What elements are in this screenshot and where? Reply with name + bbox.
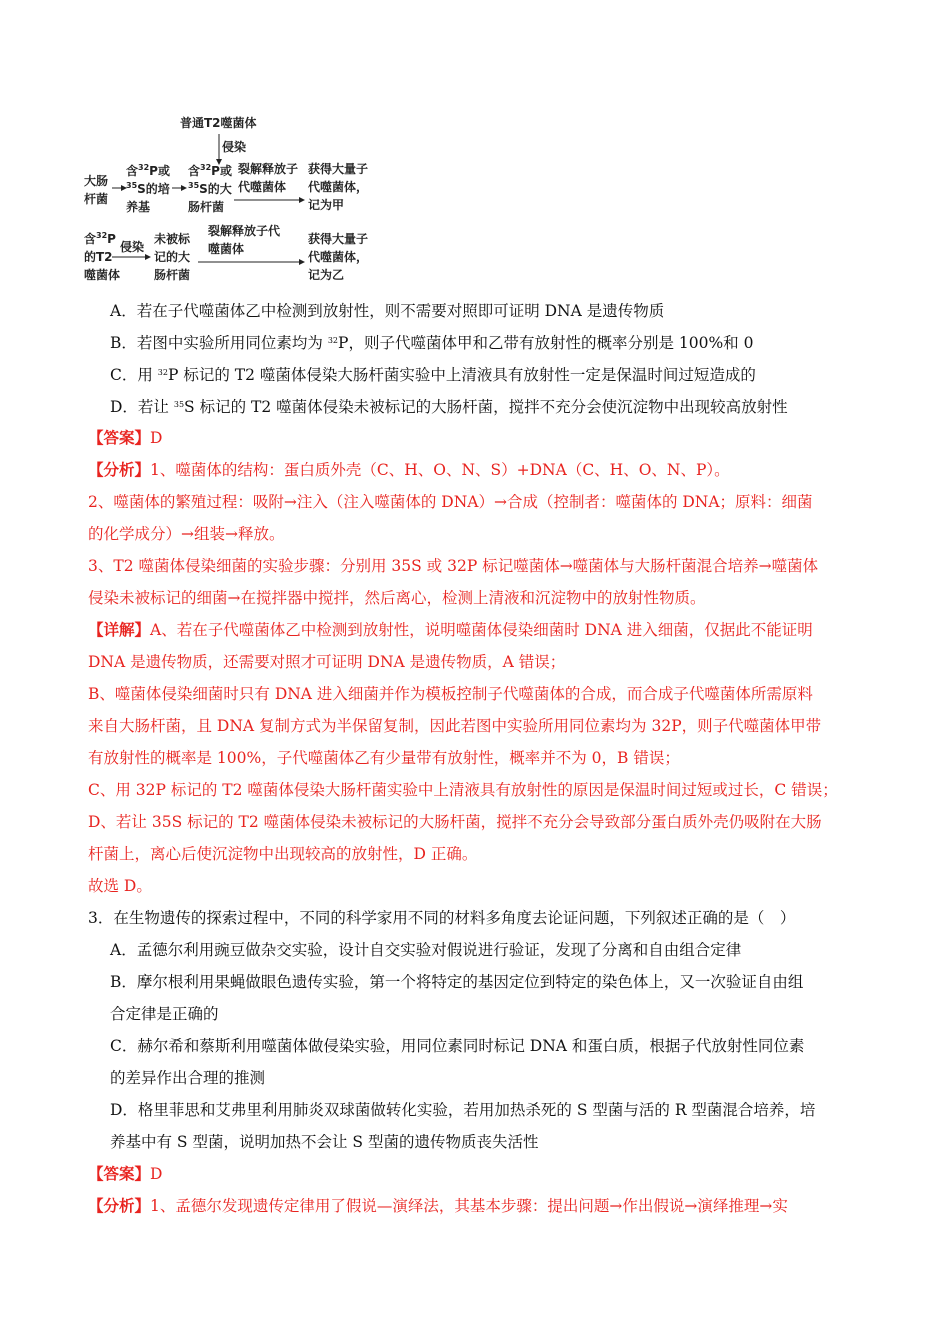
diagram-infect-label: 侵染 <box>222 140 247 154</box>
q3-stem: 3．在生物遗传的探索过程中，不同的科学家用不同的材料多角度去论证问题，下列叙述正确的是（ ） <box>88 909 796 927</box>
q3-option-c-line1: C．赫尔希和蔡斯利用噬菌体做侵染实验，用同位素同时标记 DNA 和蛋白质，根据子代放射性同位素 <box>110 1037 805 1055</box>
diagram-medium-line2: S的培 <box>137 182 170 196</box>
q3-analysis <box>88 1195 788 1217</box>
sup: 35 <box>173 400 185 409</box>
q2-option-b <box>110 332 753 354</box>
q3-answer <box>88 1163 162 1185</box>
analysis-tag: 【分析】 <box>88 1196 151 1215</box>
diagram-lyse-1 <box>238 160 298 196</box>
diagram-phage-line2: 的T2 <box>84 250 113 264</box>
diagram-labeled-han: 含 <box>188 164 201 178</box>
diagram-labeled-line2: S的大 <box>199 182 232 196</box>
answer-tag: 【答案】 <box>88 428 151 447</box>
diagram-labeled-phage <box>84 230 120 284</box>
diagram-yi-line3: 记为乙 <box>308 268 345 282</box>
q2-optd-post: S 标记的 T2 噬菌体侵染未被标记的大肠杆菌，搅拌不充分会使沉淀物中出现较高放射性 <box>184 398 788 416</box>
diagram-lyse2-line2: 噬菌体 <box>208 242 245 256</box>
q3-option-b-line2: 合定律是正确的 <box>110 1005 219 1023</box>
q2-answer <box>88 427 162 449</box>
diagram-labeled-line3: 肠杆菌 <box>188 200 225 214</box>
detail-line: DNA 是遗传物质，还需要对照才可证明 DNA 是遗传物质，A 错误； <box>88 653 566 671</box>
q3-option-d-line2: 养基中有 S 型菌，说明加热不会让 S 型菌的遗传物质丧失活性 <box>110 1133 539 1151</box>
diagram-jia-line1: 获得大量子 <box>308 162 369 176</box>
diagram-result-yi <box>308 230 368 284</box>
diagram-medium-han: 含 <box>126 164 139 178</box>
analysis-line: 2、噬菌体的繁殖过程：吸附→注入（注入噬菌体的 DNA）→合成（控制者：噬菌体的 DNA；原料：细菌 <box>88 493 813 511</box>
q2-analysis-1 <box>88 459 730 481</box>
diagram-labeled-ecoli <box>188 162 232 216</box>
q3-option-c-line2: 的差异作出合理的推测 <box>110 1069 266 1087</box>
diagram-unlabeled-line1: 未被标 <box>154 232 191 246</box>
detail-line: 来自大肠杆菌，且 DNA 复制方式为半保留复制，因此若图中实验所用同位素均为 32P，则子代噬菌体甲带 <box>88 717 822 735</box>
q2-detail-1 <box>88 619 813 641</box>
sup: 32 <box>200 163 212 172</box>
diagram-lyse1-line2: 代噬菌体 <box>238 180 287 194</box>
sup: 32 <box>96 231 108 240</box>
q3-option-a: A．孟德尔利用豌豆做杂交实验，设计自交实验对假说进行验证，发现了分离和自由组合定律 <box>110 941 742 959</box>
diagram-lyse1-line1: 裂解释放子 <box>238 162 299 176</box>
analysis-tag: 【分析】 <box>88 460 151 479</box>
q2-option-d <box>110 396 788 418</box>
diagram-unlabeled-ecoli <box>154 230 190 284</box>
detail-line: B、噬菌体侵染细菌时只有 DNA 进入细菌并作为模板控制子代噬菌体的合成，而合成子代噬菌体所需原料 <box>88 685 813 703</box>
sup: 32 <box>327 336 339 345</box>
analysis-line: 3、T2 噬菌体侵染细菌的实验步骤：分别用 35S 或 32P 标记噬菌体→噬菌体与大肠杆菌混合培养→噬菌体 <box>88 557 819 575</box>
q3-option-b-line1: B．摩尔根利用果蝇做眼色遗传实验，第一个将特定的基因定位到特定的染色体上，又一次验证自由组 <box>110 973 804 991</box>
answer-tag: 【答案】 <box>88 1164 151 1183</box>
detail-line: 有放射性的概率是 100%，子代噬菌体乙有少量带有放射性，概率并不为 0，B 错误； <box>88 749 680 767</box>
answer-value: D <box>150 1165 163 1183</box>
diagram-infect-2: 侵染 <box>120 240 145 254</box>
q3-option-d-line1: D．格里菲思和艾弗里利用肺炎双球菌做转化实验，若用加热杀死的 S 型菌与活的 R 型菌混合培养，培 <box>110 1101 816 1119</box>
detail-line: 故选 D。 <box>88 877 152 895</box>
q2-option-a: A．若在子代噬菌体乙中检测到放射性，则不需要对照即可证明 DNA 是遗传物质 <box>110 302 665 320</box>
sup: 32 <box>157 368 168 377</box>
sup: 32 <box>138 163 150 172</box>
analysis-line: 1、噬菌体的结构：蛋白质外壳（C、H、O、N、S）+DNA（C、H、O、N、P）。 <box>150 461 730 479</box>
detail-line: C、用 32P 标记的 T2 噬菌体侵染大肠杆菌实验中上清液具有放射性的原因是保温时间过短或过长，C 错误； <box>88 781 838 799</box>
diagram-medium-line3: 养基 <box>126 200 151 214</box>
q2-optc-post: P 标记的 T2 噬菌体侵染大肠杆菌实验中上清液具有放射性一定是保温时间过短造成的 <box>167 366 756 384</box>
detail-line: D、若让 35S 标记的 T2 噬菌体侵染未被标记的大肠杆菌，搅拌不充分会导致部分蛋白质外壳仍吸附在大肠 <box>88 813 822 831</box>
diagram-ecoli-label <box>84 172 108 208</box>
sup: 35 <box>126 181 138 190</box>
analysis-line: 1、孟德尔发现遗传定律用了假说—演绎法，其基本步骤：提出问题→作出假说→演绎推理→实 <box>150 1197 788 1215</box>
diagram-labeled-line1: P或 <box>211 164 232 178</box>
diagram-jia-line2: 代噬菌体， <box>308 180 369 194</box>
diagram-yi-line1: 获得大量子 <box>308 232 369 246</box>
detail-line: 杆菌上，离心后使沉淀物中出现较高的放射性，D 正确。 <box>88 845 478 863</box>
diagram-phage-line3: 噬菌体 <box>84 268 121 282</box>
answer-value: D <box>150 429 163 447</box>
diagram-result-jia <box>308 160 368 214</box>
diagram-unlabeled-line2: 记的大 <box>154 250 191 264</box>
q2-optb-post: P，则子代噬菌体甲和乙带有放射性的概率分别是 100%和 0 <box>338 334 754 352</box>
diagram-phage-han: 含 <box>84 232 97 246</box>
diagram-phage-p: P <box>107 232 116 246</box>
detail-line: A、若在子代噬菌体乙中检测到放射性，说明噬菌体侵染细菌时 DNA 进入细菌，仅据此不能证明 <box>150 621 813 639</box>
diagram-lyse-2 <box>208 222 280 258</box>
detail-tag: 【详解】 <box>88 620 151 639</box>
q2-optb-pre: B．若图中实验所用同位素均为 <box>110 334 328 352</box>
experiment-diagram <box>82 112 382 292</box>
analysis-line: 的化学成分）→组装→释放。 <box>88 525 285 543</box>
diagram-top-source: 普通T2噬菌体 <box>180 116 257 130</box>
sup: 35 <box>188 181 200 190</box>
diagram-ecoli-line1: 大肠 <box>84 174 109 188</box>
diagram-medium-line1: P或 <box>149 164 170 178</box>
q2-optd-pre: D．若让 <box>110 398 174 416</box>
diagram-unlabeled-line3: 肠杆菌 <box>154 268 191 282</box>
q2-option-c <box>110 364 756 386</box>
q2-optc-pre: C．用 <box>110 366 158 384</box>
diagram-ecoli-line2: 杆菌 <box>84 192 109 206</box>
diagram-jia-line3: 记为甲 <box>308 198 345 212</box>
analysis-line: 侵染未被标记的细菌→在搅拌器中搅拌，然后离心，检测上清液和沉淀物中的放射性物质。 <box>88 589 706 607</box>
diagram-medium-label <box>126 162 170 216</box>
diagram-lyse2-line1: 裂解释放子代 <box>208 224 281 238</box>
diagram-yi-line2: 代噬菌体， <box>308 250 369 264</box>
